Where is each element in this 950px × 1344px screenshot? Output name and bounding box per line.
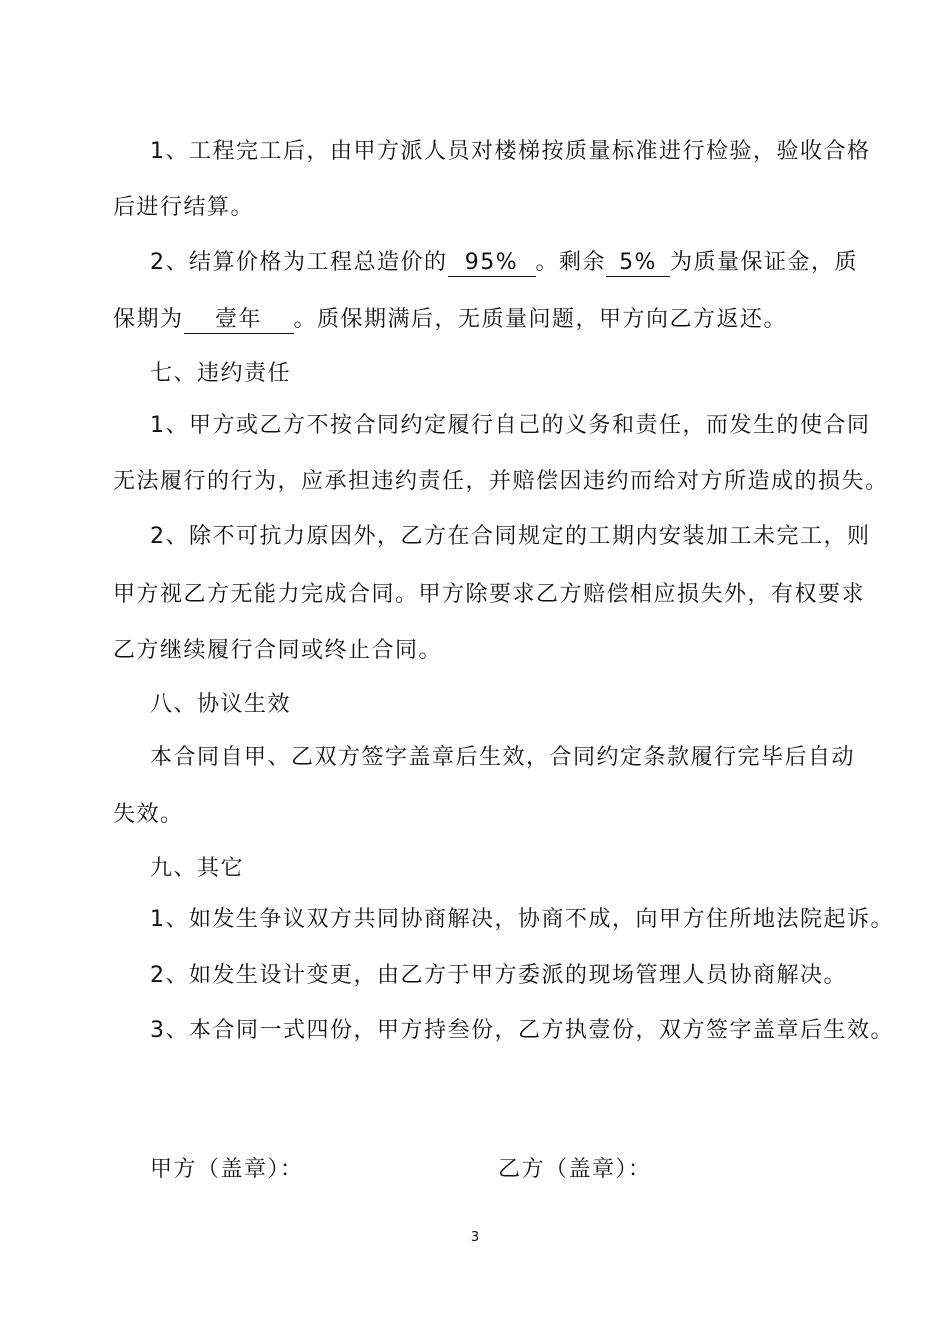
section-8-line-2: 失效。 bbox=[113, 802, 184, 827]
clause-2-line-2 bbox=[113, 305, 787, 335]
section-7-item-2-line-3: 乙方继续履行合同或终止合同。 bbox=[113, 638, 443, 663]
reserve-percent-field: 5% bbox=[606, 250, 670, 277]
section-9-item-3: 3、本合同一式四份，甲方持叁份，乙方执壹份，双方签字盖章后生效。 bbox=[150, 1018, 894, 1043]
clause-2-suffix: 为质量保证金，质 bbox=[670, 250, 859, 275]
section-8-line-1: 本合同自甲、乙双方签字盖章后生效，合同约定条款履行完毕后自动 bbox=[150, 745, 856, 770]
party-a-signature-label: 甲方（盖章）： bbox=[150, 1157, 304, 1182]
section-9-item-1: 1、如发生争议双方共同协商解决，协商不成，向甲方住所地法院起诉。 bbox=[150, 907, 894, 932]
section-9-item-2: 2、如发生设计变更，由乙方于甲方委派的现场管理人员协商解决。 bbox=[150, 963, 847, 988]
clause-1-line-2: 后进行结算。 bbox=[113, 195, 255, 220]
clause-2-line-1 bbox=[150, 248, 858, 278]
settlement-percent-field: 95% bbox=[448, 250, 536, 277]
clause-2-prefix: 2、结算价格为工程总造价的 bbox=[150, 250, 448, 275]
section-7-item-2-line-2: 甲方视乙方无能力完成合同。甲方除要求乙方赔偿相应损失外，有权要求 bbox=[113, 582, 866, 607]
section-9-heading: 九、其它 bbox=[150, 856, 245, 881]
section-7-item-2-line-1: 2、除不可抗力原因外，乙方在合同规定的工期内安装加工未完工，则 bbox=[150, 524, 871, 549]
page-number: 3 bbox=[470, 1230, 480, 1245]
clause-2-middle: 。剩余 bbox=[535, 250, 607, 275]
clause-2-line-2-suffix: 。质保期满后，无质量问题，甲方向乙方返还。 bbox=[293, 307, 788, 332]
section-7-heading: 七、违约责任 bbox=[150, 361, 292, 386]
warranty-period-field: 壹年 bbox=[184, 307, 294, 334]
section-8-heading: 八、协议生效 bbox=[150, 692, 292, 717]
clause-1-line-1: 1、工程完工后，由甲方派人员对楼梯按质量标准进行检验，验收合格 bbox=[150, 139, 871, 164]
section-7-item-1-line-1: 1、甲方或乙方不按合同约定履行自己的义务和责任，而发生的使合同 bbox=[150, 413, 871, 438]
section-7-item-1-line-2: 无法履行的行为，应承担违约责任，并赔偿因违约而给对方所造成的损失。 bbox=[113, 469, 889, 494]
clause-2-line-2-prefix: 保期为 bbox=[113, 307, 184, 332]
party-b-signature-label: 乙方（盖章）： bbox=[498, 1157, 652, 1182]
